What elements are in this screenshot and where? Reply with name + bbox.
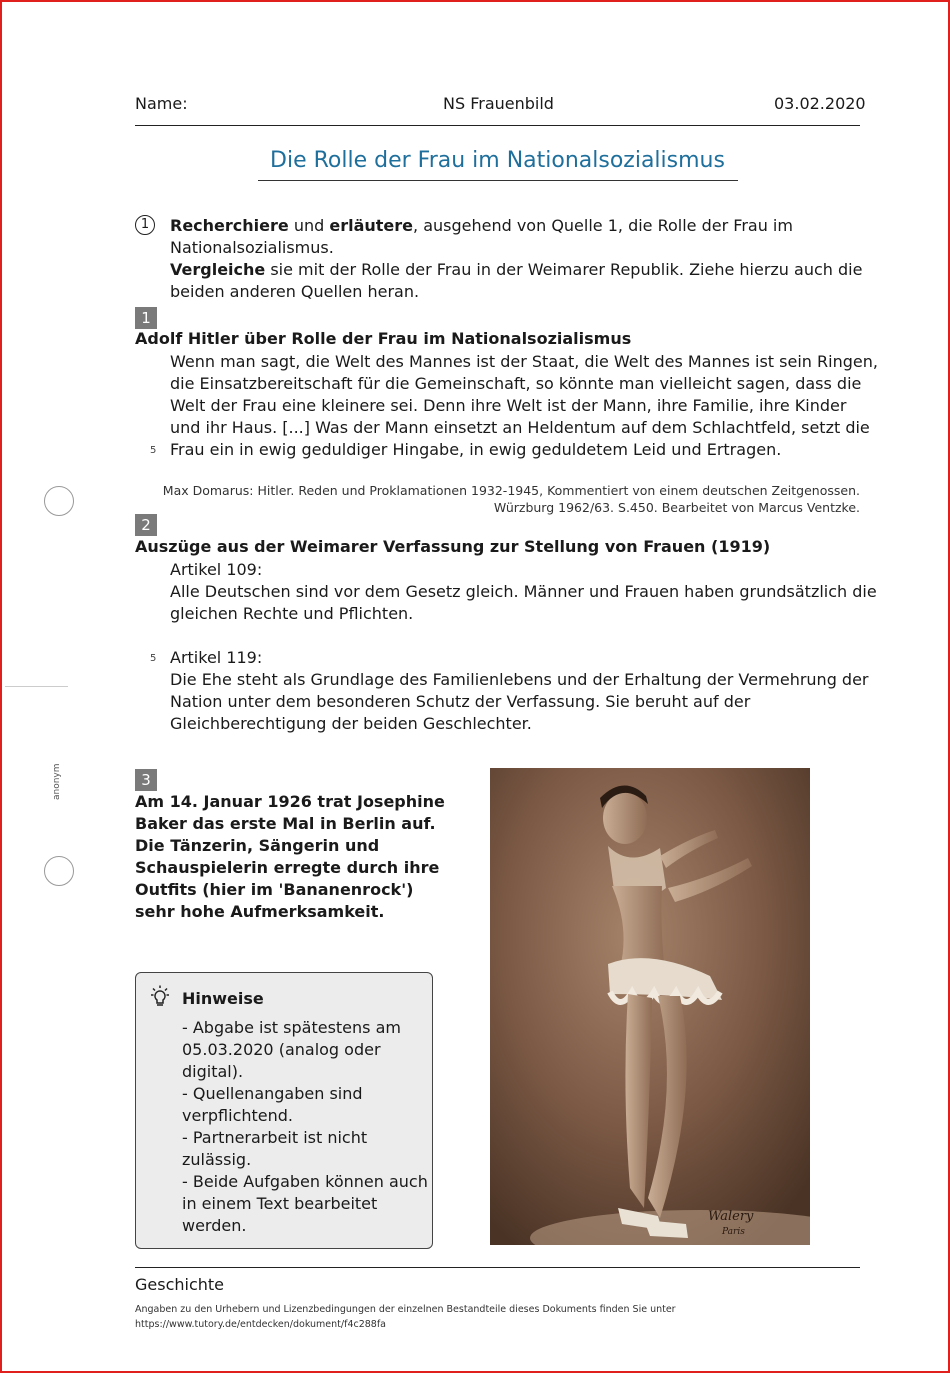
citation-line: Max Domarus: Hitler. Reden und Proklamationen 1932-1945, Kommentiert von einem deutschen Zeitgenossen. [162, 483, 860, 498]
fold-mark [5, 686, 68, 687]
hints-title: Hinweise [182, 989, 264, 1008]
source-3-line: Am 14. Januar 1926 trat Josephine [135, 792, 445, 811]
hint-line: in einem Text bearbeitet [182, 1194, 378, 1213]
lightbulb-icon [148, 985, 172, 1009]
citation-line: Würzburg 1962/63. S.450. Bearbeitet von Marcus Ventzke. [493, 500, 860, 515]
source-2-heading: Auszüge aus der Weimarer Verfassung zur Stellung von Frauen (1919) [135, 537, 771, 556]
josephine-baker-photo [490, 768, 810, 1245]
source-3-line: Outfits (hier im 'Bananenrock') [135, 880, 414, 899]
date-label: 03.02.2020 [774, 94, 866, 113]
hint-line: verpflichtend. [182, 1106, 294, 1125]
hint-line: digital). [182, 1062, 244, 1081]
line-number: 5 [150, 653, 157, 664]
hints-box [135, 972, 433, 1249]
title-underline [258, 180, 738, 181]
author-label: anonym [52, 763, 62, 800]
article-text: Alle Deutschen sind vor dem Gesetz gleich. Männer und Frauen haben grundsätzlich die [170, 582, 877, 601]
topic-label: NS Frauenbild [443, 94, 554, 113]
task-text-line: beiden anderen Quellen heran. [170, 282, 420, 301]
quote-line: und ihr Haus. [...] Was der Mann einsetzt an Heldentum auf dem Schlachtfeld, setzt die [170, 418, 870, 437]
hint-line: - Beide Aufgaben können auch [182, 1172, 428, 1191]
subject-label: Geschichte [135, 1275, 225, 1294]
article-title: Artikel 119: [170, 648, 263, 667]
article-text: Nation unter dem besonderen Schutz der Verfassung. Sie beruht auf der [170, 692, 751, 711]
quote-line: Frau ein in ewig geduldiger Hingabe, in ewig geduldetem Leid und Ertragen. [170, 440, 782, 459]
source-3-line: Die Tänzerin, Sängerin und [135, 836, 380, 855]
hint-line: 05.03.2020 (analog oder [182, 1040, 381, 1059]
source-2-articles [170, 559, 877, 735]
article-text: Gleichberechtigung der beiden Geschlechter. [170, 714, 532, 733]
photo-signature: Walery [708, 1209, 754, 1224]
article-title: Artikel 109: [170, 560, 263, 579]
task-text [170, 215, 863, 303]
quote-line: Wenn man sagt, die Welt des Mannes ist der Staat, die Welt des Mannes ist sein Ringen, [170, 352, 878, 371]
page-title: Die Rolle der Frau im Nationalsozialismus [270, 148, 725, 173]
source-3-line: sehr hohe Aufmerksamkeit. [135, 902, 385, 921]
source-3-line: Baker das erste Mal in Berlin auf. [135, 814, 436, 833]
source-badge-1: 1 [135, 307, 157, 329]
task-text-part: , ausgehend von Quelle 1, die Rolle der Frau im [413, 216, 793, 235]
source-1-quote [170, 351, 878, 461]
source-3-text [135, 791, 465, 923]
task-number: 1 [135, 215, 155, 235]
task-text-part: und [288, 216, 330, 235]
quote-line: Welt der Frau eine kleinere sei. Denn ihre Welt ist der Mann, ihre Familie, ihre Kinder [170, 396, 847, 415]
task-text-line: Nationalsozialismus. [170, 238, 334, 257]
line-number: 5 [150, 445, 157, 456]
hints-list [182, 1017, 428, 1237]
article-text: gleichen Rechte und Pflichten. [170, 604, 414, 623]
hint-line: - Partnerarbeit ist nicht [182, 1128, 368, 1147]
source-1-citation [135, 482, 860, 516]
license-text: Angaben zu den Urhebern und Lizenzbedingungen der einzelnen Bestandteile dieses Dokuments finden Sie unter [135, 1304, 676, 1315]
hint-line: - Quellenangaben sind [182, 1084, 363, 1103]
punch-hole-top [44, 486, 74, 516]
task-verb-3: Vergleiche [170, 260, 266, 279]
footer-rule [135, 1267, 860, 1268]
source-badge-3: 3 [135, 769, 157, 791]
article-text: Die Ehe steht als Grundlage des Familienlebens und der Erhaltung der Vermehrung der [170, 670, 869, 689]
license-link[interactable]: https://www.tutory.de/entdecken/dokument/f4c288fa [135, 1319, 387, 1330]
source-1-heading: Adolf Hitler über Rolle der Frau im Nationalsozialismus [135, 329, 632, 348]
task-verb-2: erläutere [329, 216, 414, 235]
task-text-part: sie mit der Rolle der Frau in der Weimarer Republik. Ziehe hierzu auch die [265, 260, 863, 279]
source-badge-2: 2 [135, 514, 157, 536]
name-label: Name: [135, 94, 188, 113]
punch-hole-bottom [44, 856, 74, 886]
source-3-line: Schauspielerin erregte durch ihre [135, 858, 440, 877]
hint-line: werden. [182, 1216, 247, 1235]
photo-signature-place: Paris [722, 1227, 745, 1237]
header-rule [135, 125, 860, 126]
quote-line: die Einsatzbereitschaft für die Gemeinschaft, so könnte man vielleicht sagen, dass die [170, 374, 862, 393]
task-verb-1: Recherchiere [170, 216, 289, 235]
hint-line: - Abgabe ist spätestens am [182, 1018, 401, 1037]
hint-line: zulässig. [182, 1150, 252, 1169]
